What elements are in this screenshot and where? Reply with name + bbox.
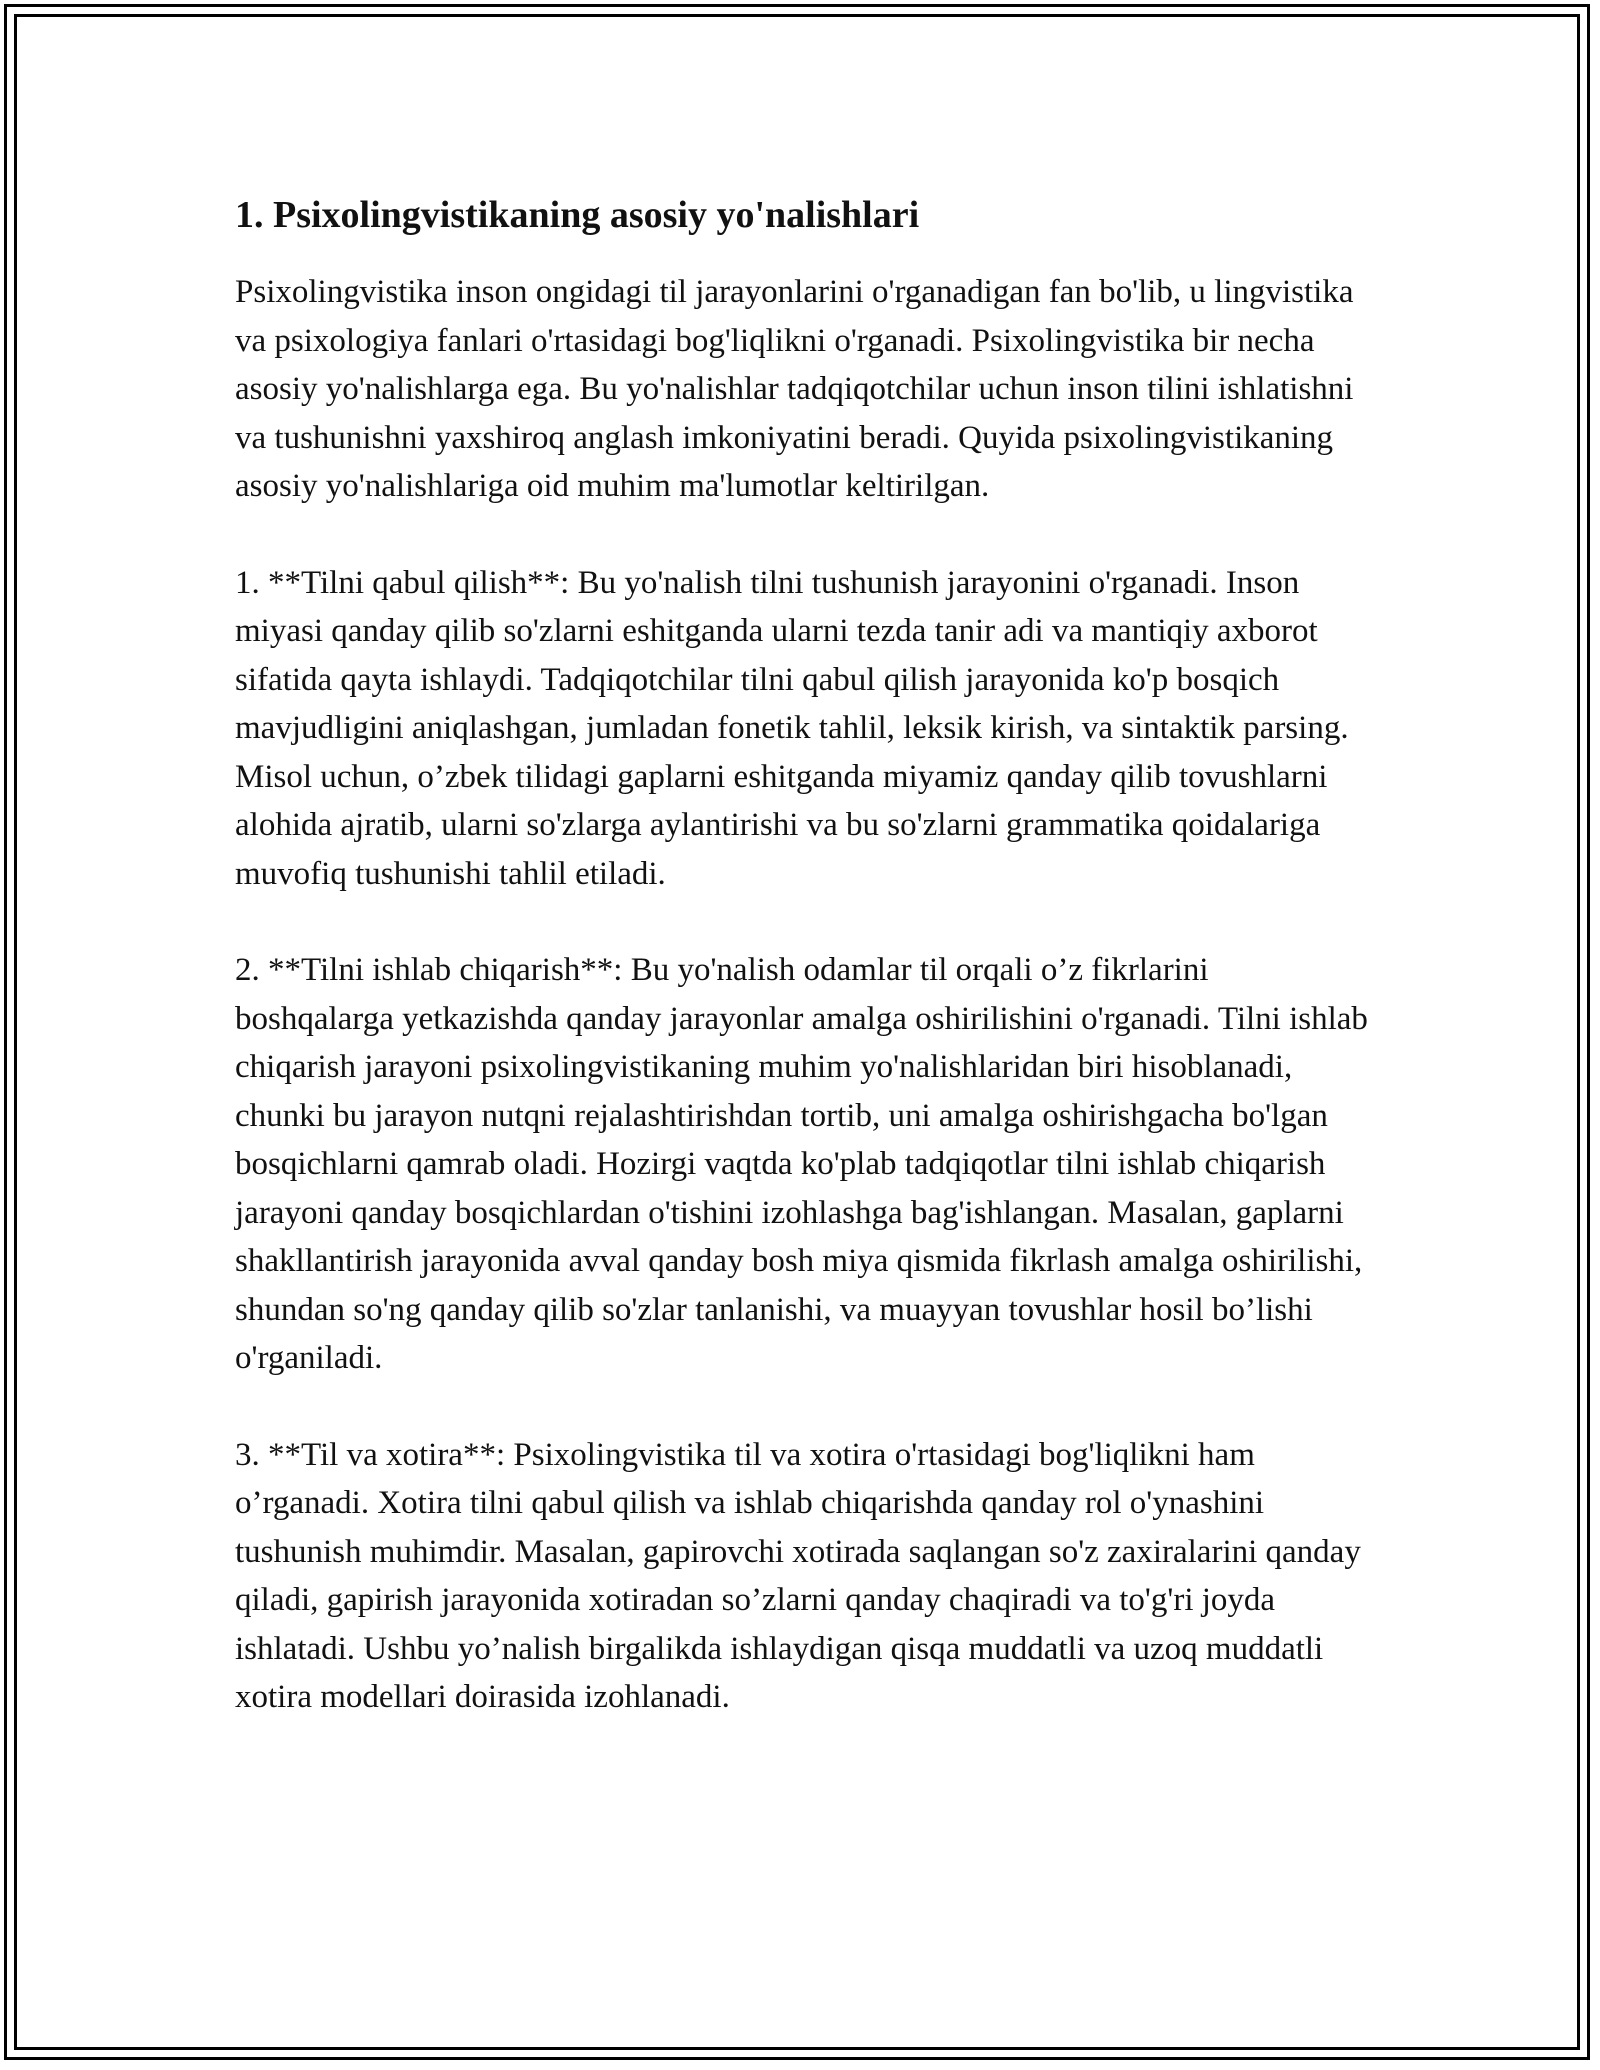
paragraph-intro: Psixolingvistika inson ongidagi til jarayonlarini o'rganadigan fan bo'lib, u lingvistika va psixologiya fanlari o'rtasidagi bog'liqlikni o'rganadi. Psixolingvistika bir necha asosiy yo'nalishlarga ega. Bu yo'nalishlar tadqiqotchilar uchun inson tilini ishlatishni va tushunishni yaxshiroq anglash imkoniyatini beradi. Quyida psixolingvistikaning asosiy yo'nalishlariga oid muhim ma'lumotlar keltirilgan. [235, 274, 1354, 504]
section-heading: 1. Psixolingvistikaning asosiy yo'nalishlari [235, 194, 920, 236]
paragraph-language-production: 2. **Tilni ishlab chiqarish**: Bu yo'nalish odamlar til orqali o’z fikrlarini boshqalarga yetkazishda qanday jarayonlar amalga oshirilishini o'rganadi. Tilni ishlab chiqarish jarayoni psixolingvistikaning muhim yo'nalishlaridan biri hisoblanadi, chunki bu jarayon nutqni rejalashtirishdan tortib, uni amalga oshirishgacha bo'lgan bosqichlarni qamrab oladi. Hozirgi vaqtda ko'plab tadqiqotlar tilni ishlab chiqarish jarayoni qanday bosqichlardan o'tishini izohlashga bag'ishlangan. Masalan, gaplarni shakllantirish jarayonida avval qanday bosh miya qismida fikrlash amalga oshirilishi, shundan so'ng qanday qilib so'zlar tanlanishi, va muayyan tovushlar hosil bo’lishi o'rganiladi. [235, 952, 1368, 1376]
document-body [235, 182, 1370, 1770]
paragraph-language-perception: 1. **Tilni qabul qilish**: Bu yo'nalish tilni tushunish jarayonini o'rganadi. Inson miyasi qanday qilib so'zlarni eshitganda ularni tezda tanir adi va mantiqiy axborot sifatida qayta ishlaydi. Tadqiqotchilar tilni qabul qilish jarayonida ko'p bosqich mavjudligini aniqlashgan, jumladan fonetik tahlil, leksik kirish, va sintaktik parsing. Misol uchun, o’zbek tilidagi gaplarni eshitganda miyamiz qanday qilib tovushlarni alohida ajratib, ularni so'zlarga aylantirishi va bu so'zlarni grammatika qoidalariga muvofiq tushunishi tahlil etiladi. [235, 564, 1349, 892]
paragraph-language-memory: 3. **Til va xotira**: Psixolingvistika til va xotira o'rtasidagi bog'liqlikni ham o’rganadi. Xotira tilni qabul qilish va ishlab chiqarishda qanday rol o'ynashini tushunish muhimdir. Masalan, gapirovchi xotirada saqlangan so'z zaxiralarini qanday qiladi, gapirish jarayonida xotiradan so’zlarni qanday chaqiradi va to'g'ri joyda ishlatadi. Ushbu yo’nalish birgalikda ishlaydigan qisqa muddatli va uzoq muddatli xotira modellari doirasida izohlanadi. [235, 1436, 1361, 1715]
